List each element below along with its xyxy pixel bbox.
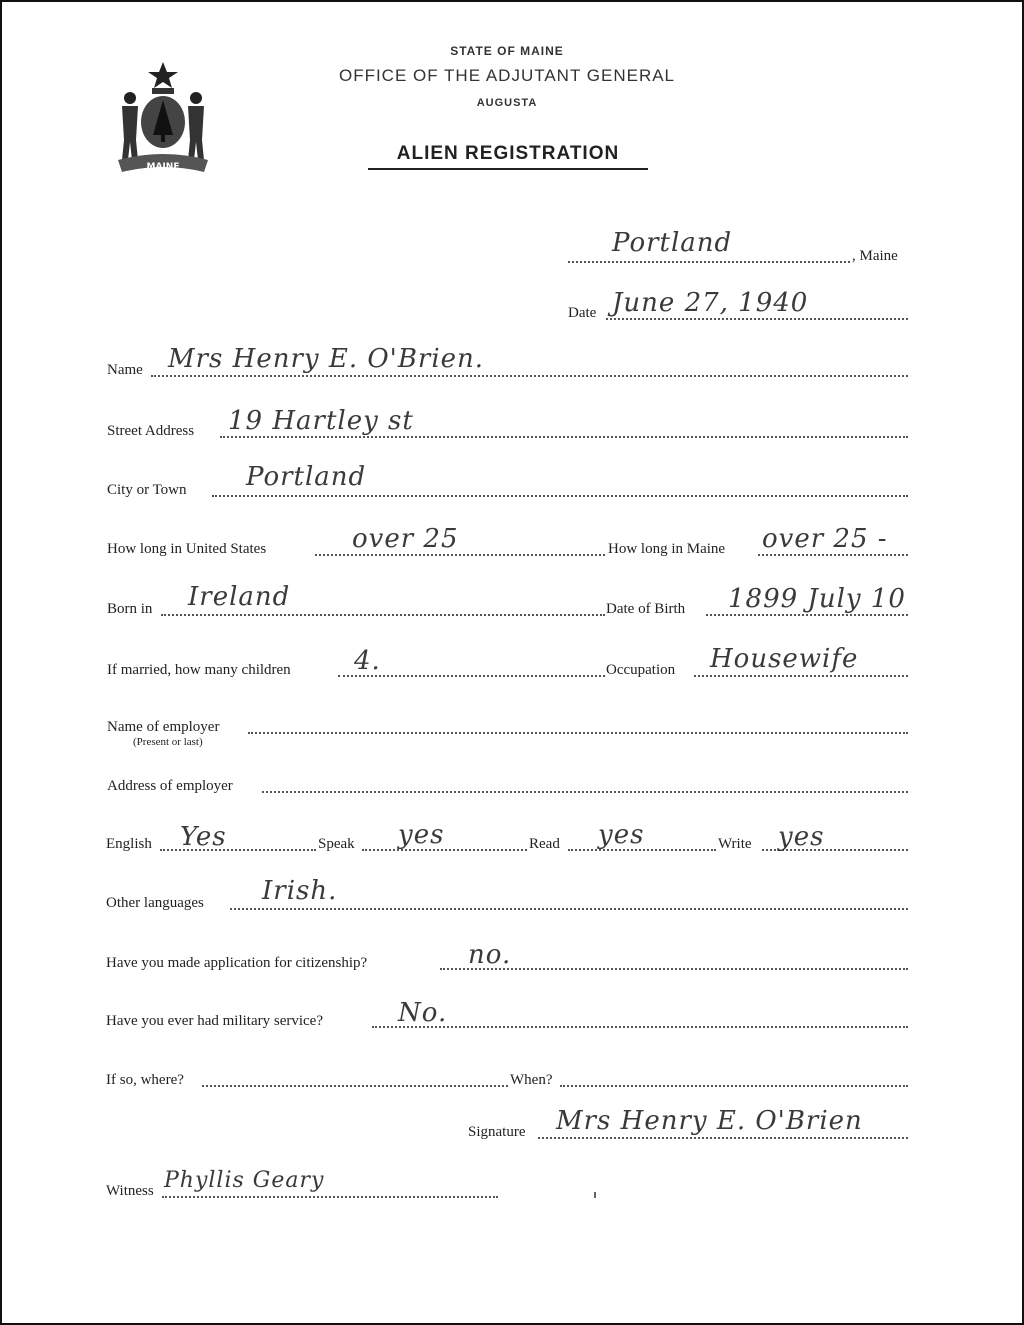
signature-label: Signature [468, 1124, 526, 1140]
where-label: If so, where? [106, 1072, 184, 1088]
form-title: ALIEN REGISTRATION [368, 143, 648, 170]
children-value: 4. [354, 646, 381, 676]
dob-value: 1899 July 10 [728, 584, 906, 614]
write-label: Write [718, 836, 752, 852]
header-office: OFFICE OF THE ADJUTANT GENERAL [338, 66, 676, 85]
date-line [606, 318, 908, 320]
header-city: AUGUSTA [476, 97, 538, 109]
place-line [568, 261, 850, 263]
occupation-label: Occupation [606, 662, 676, 678]
signature-line [538, 1137, 908, 1139]
occupation-value: Housewife [710, 644, 859, 674]
svg-text:MAINE: MAINE [146, 162, 180, 172]
read-value: yes [598, 820, 645, 850]
where-line [202, 1085, 508, 1087]
street-label: Street Address [107, 423, 195, 439]
military-label: Have you ever had military service? [106, 1013, 323, 1029]
citizenship-value: no. [468, 940, 512, 970]
occupation-line [694, 675, 908, 677]
english-label: English [106, 836, 152, 852]
street-value: 19 Hartley st [228, 406, 414, 436]
born-line [161, 614, 605, 616]
citizenship-label: Have you made application for citizenship? [106, 955, 368, 971]
maine-value: over 25 - [762, 524, 888, 554]
born-label: Born in [107, 601, 153, 617]
header-state: STATE OF MAINE [450, 44, 564, 58]
witness-label: Witness [106, 1183, 154, 1199]
date-value: June 27, 1940 [612, 288, 809, 318]
speak-line [362, 849, 527, 851]
employer-address-line [262, 791, 908, 793]
place-suffix: , Maine [852, 248, 898, 264]
date-label: Date [568, 305, 597, 321]
place-value: Portland [612, 228, 733, 258]
employer-line [248, 732, 908, 734]
name-label: Name [107, 362, 143, 378]
english-value: Yes [180, 822, 227, 852]
read-label: Read [529, 836, 560, 852]
dob-line [706, 614, 908, 616]
witness-line [162, 1196, 498, 1198]
employer-label: Name of employer [107, 719, 220, 735]
dob-label: Date of Birth [606, 601, 686, 617]
speak-value: yes [398, 820, 445, 850]
children-label: If married, how many children [107, 662, 291, 678]
maine-label: How long in Maine [608, 541, 726, 557]
city-line [212, 495, 908, 497]
speak-label: Speak [318, 836, 355, 852]
us-value: over 25 [352, 524, 459, 554]
employer-note: (Present or last) [133, 736, 203, 748]
military-line [372, 1026, 908, 1028]
born-value: Ireland [188, 582, 291, 612]
name-value: Mrs Henry E. O'Brien. [168, 344, 485, 374]
maine-line [758, 554, 908, 556]
us-line [315, 554, 605, 556]
employer-address-label: Address of employer [107, 778, 233, 794]
other-languages-value: Irish. [262, 876, 338, 906]
street-line [220, 436, 908, 438]
write-value: yes [778, 822, 825, 852]
us-label: How long in United States [107, 541, 267, 557]
signature-value: Mrs Henry E. O'Brien [556, 1106, 863, 1136]
name-line [151, 375, 908, 377]
stray-mark [594, 1192, 596, 1198]
when-line [560, 1085, 908, 1087]
city-label: City or Town [107, 482, 187, 498]
other-languages-label: Other languages [106, 895, 204, 911]
military-value: No. [398, 998, 448, 1028]
when-label: When? [510, 1072, 553, 1088]
city-value: Portland [246, 462, 367, 492]
witness-value: Phyllis Geary [164, 1168, 325, 1193]
other-languages-line [230, 908, 908, 910]
